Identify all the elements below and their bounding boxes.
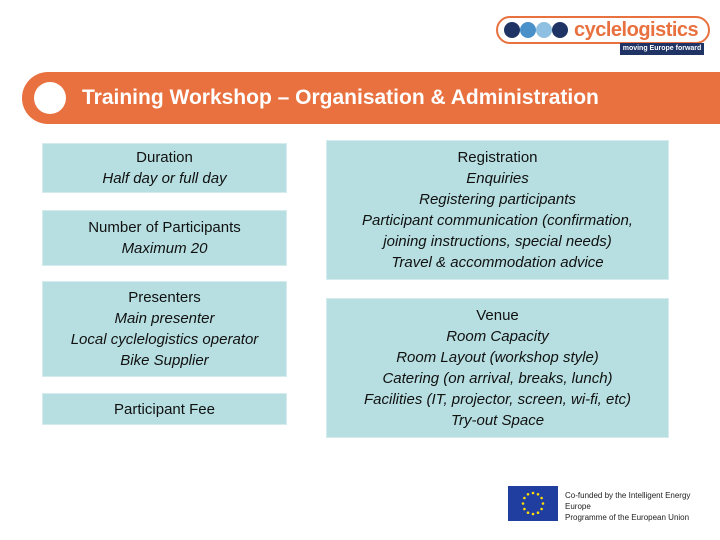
slide-title: Training Workshop – Organisation & Administration [82, 86, 599, 109]
participants-box [42, 210, 287, 266]
registration-line: Participant communication (confirmation, [362, 212, 633, 229]
logo-name: cyclelogistics [574, 19, 699, 41]
duration-box [42, 143, 287, 193]
registration-line: Travel & accommodation advice [391, 254, 604, 271]
logo-dot-3 [536, 22, 552, 38]
venue-line: Facilities (IT, projector, screen, wi-fi, etc) [363, 391, 632, 408]
logo-tagline: moving Europe forward [620, 43, 704, 55]
logo-dot-4 [552, 22, 568, 38]
participants-value: Maximum 20 [121, 240, 208, 257]
eu-funding-text [565, 490, 715, 523]
presenters-box [42, 281, 287, 377]
eu-flag-icon [508, 486, 558, 521]
venue-line: Room Capacity [446, 328, 549, 345]
eu-funding-line: Co-funded by the Intelligent Energy Europe [565, 491, 691, 511]
registration-box [326, 140, 669, 280]
registration-line: Enquiries [466, 170, 529, 187]
cyclelogistics-logo [496, 16, 710, 56]
title-bullet-circle [34, 82, 66, 114]
logo-dot-1 [504, 22, 520, 38]
venue-box [326, 298, 669, 438]
duration-heading: Duration [136, 149, 193, 166]
presenters-heading: Presenters [128, 289, 201, 306]
eu-funding-line: Programme of the European Union [565, 513, 690, 522]
venue-line: Try-out Space [450, 412, 545, 429]
registration-heading: Registration [457, 149, 538, 166]
venue-heading: Venue [476, 307, 519, 324]
venue-line: Room Layout (workshop style) [396, 349, 599, 366]
duration-value: Half day or full day [102, 170, 227, 187]
registration-line: joining instructions, special needs) [383, 233, 612, 250]
fee-heading: Participant Fee [114, 400, 215, 418]
presenters-line: Main presenter [114, 310, 215, 327]
venue-line: Catering (on arrival, breaks, lunch) [382, 370, 613, 387]
participants-heading: Number of Participants [88, 219, 241, 236]
registration-line: Registering participants [419, 191, 576, 208]
logo-dot-2 [520, 22, 536, 38]
presenters-line: Local cyclelogistics operator [70, 331, 259, 348]
fee-box [42, 393, 287, 425]
presenters-line: Bike Supplier [120, 352, 209, 369]
